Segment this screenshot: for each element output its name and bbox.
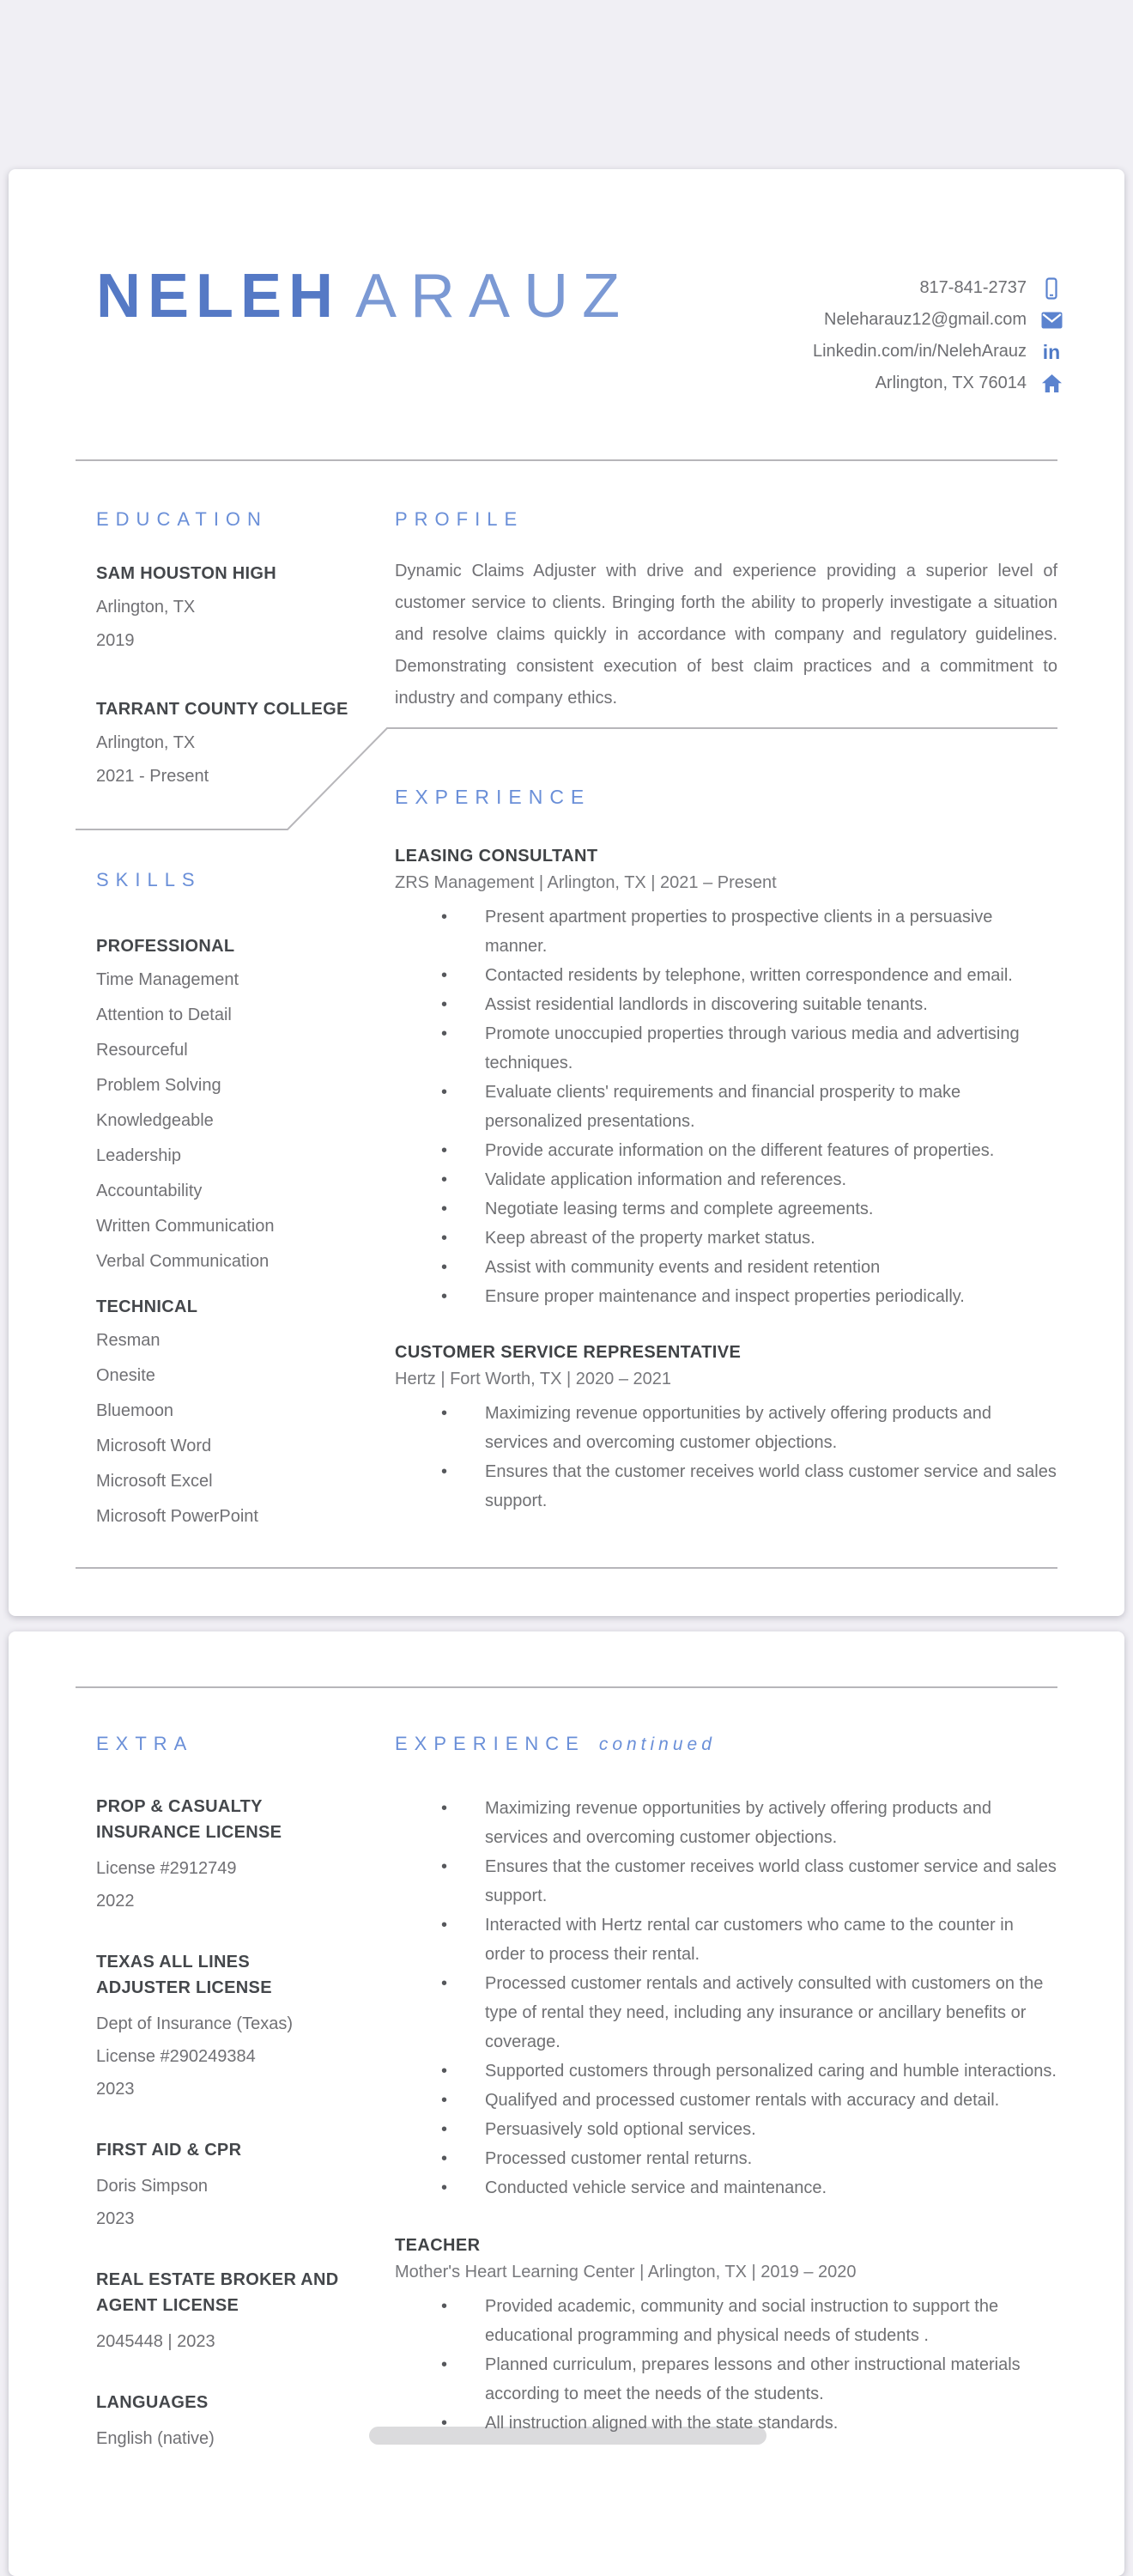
bullet-item: • All instruction aligned with the state standards. (395, 2409, 1057, 2438)
extra-entries (96, 1794, 341, 2448)
job-bullets (395, 1399, 1057, 1516)
continued-label: continued (598, 1735, 716, 1754)
extra-entry-title: REAL ESTATE BROKER AND AGENT LICENSE (96, 2270, 339, 2315)
skill-item: Resman (96, 1331, 161, 1350)
skill-item: Onesite (96, 1366, 155, 1385)
skill-item: Knowledgeable (96, 1111, 214, 1130)
first-name: NELEH (96, 262, 341, 331)
skill-item: Attention to Detail (96, 1005, 232, 1024)
extra-entry-lines (96, 2332, 341, 2351)
extra-section (96, 1734, 341, 2487)
extra-entry-lines (96, 2177, 341, 2228)
extra-entry-lines (96, 2014, 341, 2099)
bullet-item: • Processed customer rental returns. (395, 2144, 1057, 2173)
smartphone-icon (1039, 277, 1064, 300)
extra-entry-line: English (native) (96, 2429, 215, 2448)
extra-entry (96, 1949, 341, 2099)
bullet-item: • Validate application information and references. (395, 1165, 1057, 1194)
experience-heading: EXPERIENCE (395, 1733, 585, 1754)
extra-entry-title: FIRST AID & CPR (96, 2141, 242, 2160)
extra-entry-title: LANGUAGES (96, 2393, 209, 2412)
bullet-item: • Maximizing revenue opportunities by actively offering products and services and overcoming customer objections. (395, 1399, 1057, 1457)
bullet-item: • Qualifyed and processed customer rentals with accuracy and detail. (395, 2086, 1057, 2115)
skill-item: Time Management (96, 970, 239, 989)
job-meta: Hertz | Fort Worth, TX | 2020 – 2021 (395, 1370, 672, 1388)
linkedin-icon: in (1042, 340, 1061, 363)
job-title: TEACHER (395, 2236, 481, 2255)
job-meta: Mother's Heart Learning Center | Arlington, TX | 2019 – 2020 (395, 2263, 857, 2281)
bullet-item: • Ensure proper maintenance and inspect properties periodically. (395, 1282, 1057, 1311)
skill-item: Microsoft PowerPoint (96, 1507, 258, 1526)
education-entry (96, 564, 362, 650)
school-location: Arlington, TX (96, 733, 196, 752)
bullet-item: • Maximizing revenue opportunities by actively offering products and services and overcoming customer objections. (395, 1794, 1057, 1852)
job-meta: ZRS Management | Arlington, TX | 2021 – Present (395, 873, 777, 892)
school-dates: 2021 - Present (96, 767, 209, 786)
bullet-item: • Provided academic, community and social instruction to support the educational programming and physical needs of students . (395, 2292, 1057, 2350)
bullet-item: • Keep abreast of the property market status. (395, 1224, 1057, 1253)
experience-section (395, 785, 1057, 1516)
skill-item: Problem Solving (96, 1076, 221, 1095)
bullet-item: • Supported customers through personalized caring and humble interactions. (395, 2057, 1057, 2086)
skills-group (96, 937, 362, 1279)
phone-number: 817-841-2737 (919, 278, 1027, 297)
extra-entry-lines (96, 2429, 341, 2448)
skill-item: Accountability (96, 1182, 203, 1200)
bullet-item: • Persuasively sold optional services. (395, 2115, 1057, 2144)
job-customer-service-rep (395, 1342, 1057, 1516)
linkedin-url: Linkedin.com/in/NelehArauz (812, 342, 1027, 361)
bullet-item: • Processed customer rentals and actively consulted with customers on the type of rental they need, including any insurance or ancillary benefits or coverage. (395, 1969, 1057, 2057)
job-bullets (395, 2292, 1057, 2438)
continued-bullets (395, 1794, 1057, 2202)
extra-entry-title: TEXAS ALL LINES ADJUSTER LICENSE (96, 1953, 272, 1997)
profile-text: Dynamic Claims Adjuster with drive and experience providing a superior level of customer service to clients. Bringing forth the ability to properly investigate a situation and resolve claims quickly in accordance with company and regulatory guidelines. Demonstrating consistent execution of best claim practices and a commitment to industry and company ethics. (395, 562, 1057, 708)
bullet-item: • Evaluate clients' requirements and financial prosperity to make personalized presentations. (395, 1078, 1057, 1136)
page2-top-divider (76, 1686, 1057, 1688)
bullet-item: • Provide accurate information on the different features of properties. (395, 1136, 1057, 1165)
skill-item: Resourceful (96, 1041, 188, 1060)
bullet-item: • Assist with community events and resident retention (395, 1253, 1057, 1282)
skills-list (96, 1323, 362, 1534)
experience-continued-heading (395, 1734, 1057, 1755)
job-bullets (395, 902, 1057, 1311)
profile-section (395, 509, 1057, 714)
school-location: Arlington, TX (96, 598, 196, 617)
job-title: CUSTOMER SERVICE REPRESENTATIVE (395, 1343, 742, 1362)
footer-divider (76, 1567, 1057, 1569)
extra-entry-line: License #290249384 (96, 2047, 256, 2066)
education-entry (96, 700, 362, 786)
extra-heading: EXTRA (96, 1733, 194, 1754)
skill-item: Microsoft Word (96, 1437, 212, 1455)
bullet-item: • Planned curriculum, prepares lessons and other instructional materials according to meet the needs of the students. (395, 2350, 1057, 2409)
bullet-item: • Conducted vehicle service and maintenance. (395, 2173, 1057, 2202)
bullet-item: • Negotiate leasing terms and complete agreements. (395, 1194, 1057, 1224)
extra-entry (96, 2267, 341, 2351)
email-address: Neleharauz12@gmail.com (824, 310, 1027, 329)
header-divider (76, 459, 1057, 461)
resume-page-1 (9, 169, 1124, 1616)
skills-section (96, 870, 362, 1534)
education-section (96, 509, 362, 835)
school-name: TARRANT COUNTY COLLEGE (96, 700, 348, 719)
contact-block (813, 272, 1064, 399)
experience-heading: EXPERIENCE (395, 786, 591, 808)
extra-entry-line: 2023 (96, 2209, 135, 2228)
bullet-item: • Ensures that the customer receives world class customer service and sales support. (395, 1852, 1057, 1911)
skills-group-title: TECHNICAL (96, 1297, 198, 1316)
bullet-item: • Assist residential landlords in discovering suitable tenants. (395, 990, 1057, 1019)
skill-item: Microsoft Excel (96, 1472, 213, 1491)
extra-entry-line: 2045448 | 2023 (96, 2332, 215, 2351)
skills-group-title: PROFESSIONAL (96, 937, 235, 956)
extra-entry (96, 2390, 341, 2448)
contact-email (813, 304, 1064, 336)
extra-entry (96, 1794, 341, 1911)
extra-entry-line: Dept of Insurance (Texas) (96, 2014, 293, 2033)
contact-phone (813, 272, 1064, 304)
home-icon (1039, 374, 1064, 393)
bullet-item: • Contacted residents by telephone, written correspondence and email. (395, 961, 1057, 990)
job-leasing-consultant (395, 846, 1057, 1311)
extra-entry (96, 2137, 341, 2228)
job-teacher (395, 2235, 1057, 2438)
extra-entry-line: 2023 (96, 2080, 135, 2099)
bullet-item: • Promote unoccupied properties through various media and advertising techniques. (395, 1019, 1057, 1078)
education-heading: EDUCATION (96, 508, 268, 530)
skills-heading: SKILLS (96, 869, 202, 890)
skills-list (96, 963, 362, 1279)
extra-entry-lines (96, 1859, 341, 1911)
contact-address (813, 368, 1064, 399)
skill-item: Leadership (96, 1146, 181, 1165)
skills-groups (96, 937, 362, 1534)
extra-entry-line: License #2912749 (96, 1859, 237, 1878)
skills-group (96, 1297, 362, 1534)
school-dates: 2019 (96, 631, 135, 650)
skill-item: Bluemoon (96, 1401, 174, 1420)
extra-entry-line: 2022 (96, 1892, 135, 1911)
bullet-item: • Ensures that the customer receives world class customer service and sales support. (395, 1457, 1057, 1516)
skill-item: Written Communication (96, 1217, 275, 1236)
education-entries (96, 564, 362, 786)
profile-heading: PROFILE (395, 508, 524, 530)
extra-entry-line: Doris Simpson (96, 2177, 209, 2196)
last-name: ARAUZ (355, 262, 634, 331)
job-title: LEASING CONSULTANT (395, 847, 598, 866)
bullet-item: • Interacted with Hertz rental car customers who came to the counter in order to process their rental. (395, 1911, 1057, 1969)
envelope-icon (1039, 312, 1064, 329)
school-name: SAM HOUSTON HIGH (96, 564, 276, 583)
bullet-item: • Present apartment properties to prospective clients in a persuasive manner. (395, 902, 1057, 961)
address-text: Arlington, TX 76014 (875, 374, 1027, 392)
extra-entry-title: PROP & CASUALTY INSURANCE LICENSE (96, 1797, 282, 1842)
person-name (96, 262, 634, 331)
home-indicator-handle[interactable] (369, 2427, 766, 2445)
contact-linkedin (813, 336, 1064, 368)
experience-continued-section (395, 1734, 1057, 2438)
skill-item: Verbal Communication (96, 1252, 270, 1271)
